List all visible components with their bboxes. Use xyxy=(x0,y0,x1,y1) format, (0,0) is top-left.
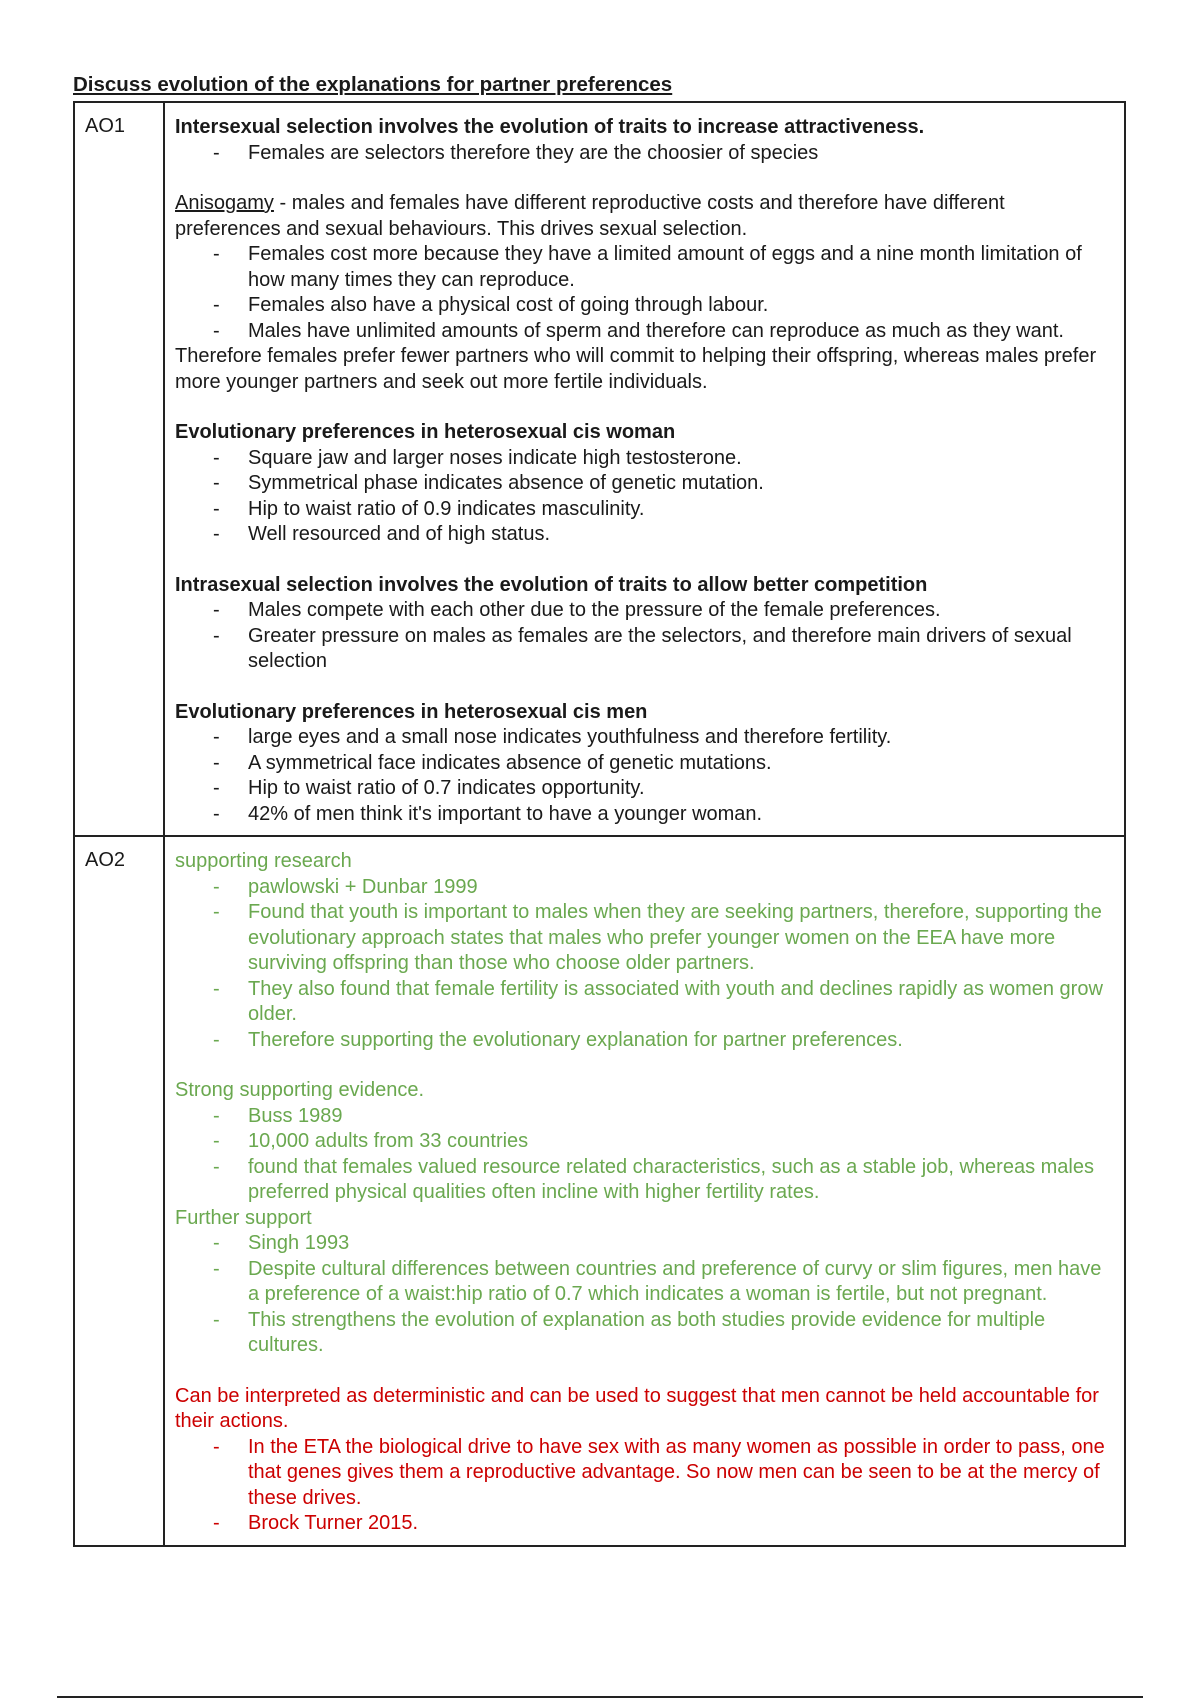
supporting-section xyxy=(175,849,1114,1359)
list-item: - Brock Turner 2015. xyxy=(248,1511,1114,1537)
men-list xyxy=(175,725,1114,827)
list-item: - Females cost more because they have a limited amount of eggs and a nine month limitation of how many times they can reproduce. xyxy=(248,242,1114,293)
list-item: - Symmetrical phase indicates absence of genetic mutation. xyxy=(248,471,1114,497)
essay-table xyxy=(73,101,1126,1547)
anisogamy-conclusion: Therefore females prefer fewer partners who will commit to helping their offspring, whereas males prefer more younger partners and seek out more fertile individuals. xyxy=(175,345,1097,393)
further-support-list xyxy=(175,1231,1114,1359)
list-item: - They also found that female fertility is associated with youth and declines rapidly as women grow older. xyxy=(248,977,1114,1028)
list-item: - Hip to waist ratio of 0.7 indicates opportunity. xyxy=(248,776,1114,802)
list-item: - Females also have a physical cost of going through labour. xyxy=(248,293,1114,319)
anisogamy-paragraph xyxy=(175,191,1114,242)
men-heading: Evolutionary preferences in heterosexual cis men xyxy=(175,700,648,723)
list-item: - Therefore supporting the evolutionary explanation for partner preferences. xyxy=(248,1028,1114,1054)
list-item: - Well resourced and of high status. xyxy=(248,522,1114,548)
supporting-list xyxy=(175,875,1114,1054)
footer-divider xyxy=(57,1696,1143,1698)
list-item: - large eyes and a small nose indicates youthfulness and therefore fertility. xyxy=(248,725,1114,751)
intrasexual-heading: Intrasexual selection involves the evolution of traits to allow better competition xyxy=(175,573,928,596)
ao1-content xyxy=(164,102,1125,836)
list-item: - 10,000 adults from 33 countries xyxy=(248,1129,1114,1155)
list-item: - found that females valued resource related characteristics, such as a stable job, whereas males preferred physical qualities often incline with higher fertility rates. xyxy=(248,1155,1114,1206)
list-item: - Greater pressure on males as females are the selectors, and therefore main drivers of sexual selection xyxy=(248,624,1114,675)
list-item: - Males compete with each other due to the pressure of the female preferences. xyxy=(248,598,1114,624)
list-item: - In the ETA the biological drive to have sex with as many women as possible in order to pass, one that genes gives them a reproductive advantage. So now men can be seen to be at the mercy of these drives. xyxy=(248,1435,1114,1512)
further-support-heading: Further support xyxy=(175,1206,312,1229)
list-item: - pawlowski + Dunbar 1999 xyxy=(248,875,1114,901)
list-item: - Singh 1993 xyxy=(248,1231,1114,1257)
list-item: - Males have unlimited amounts of sperm and therefore can reproduce as much as they want. xyxy=(248,319,1114,345)
women-list xyxy=(175,446,1114,548)
list-item: - Square jaw and larger noses indicate high testosterone. xyxy=(248,446,1114,472)
list-item: - Found that youth is important to males when they are seeking partners, therefore, supporting the evolutionary approach states that males who prefer younger women on the EEA have more surviving offspring than those who choose older partners. xyxy=(248,900,1114,977)
ao2-label: AO2 xyxy=(74,836,164,1546)
list-item: - Hip to waist ratio of 0.9 indicates masculinity. xyxy=(248,497,1114,523)
list-item: - This strengthens the evolution of explanation as both studies provide evidence for multiple cultures. xyxy=(248,1308,1114,1359)
deterministic-section xyxy=(175,1384,1114,1537)
intrasexual-list xyxy=(175,598,1114,675)
strong-evidence-heading: Strong supporting evidence. xyxy=(175,1079,425,1101)
ao1-label: AO1 xyxy=(74,102,164,836)
list-item: - Females are selectors therefore they are the choosier of species xyxy=(248,141,1114,167)
ao1-row xyxy=(74,102,1125,836)
supporting-heading: supporting research xyxy=(175,850,352,872)
strong-evidence-list xyxy=(175,1104,1114,1206)
anisogamy-list xyxy=(175,242,1114,344)
ao2-row xyxy=(74,836,1125,1546)
intersexual-heading: Intersexual selection involves the evolution of traits to increase attractiveness. xyxy=(175,116,925,138)
ao2-content xyxy=(164,836,1125,1546)
list-item: - Despite cultural differences between countries and preference of curvy or slim figures, men have a preference of a waist:hip ratio of 0.7 which indicates a woman is fertile, but not pregnant. xyxy=(248,1257,1114,1308)
page-title: Discuss evolution of the explanations for partner preferences xyxy=(73,73,673,96)
list-item: - Buss 1989 xyxy=(248,1104,1114,1130)
intersexual-list xyxy=(175,141,1114,167)
deterministic-list xyxy=(175,1435,1114,1537)
anisogamy-text: - males and females have different reproductive costs and therefore have different preferences and sexual behaviours. This drives sexual selection. xyxy=(175,192,1005,240)
women-heading: Evolutionary preferences in heterosexual cis woman xyxy=(175,421,676,443)
deterministic-heading: Can be interpreted as deterministic and can be used to suggest that men cannot be held accountable for their actions. xyxy=(175,1384,1099,1432)
anisogamy-term: Anisogamy xyxy=(175,192,274,214)
list-item: - 42% of men think it's important to have a younger woman. xyxy=(248,802,1114,828)
list-item: - A symmetrical face indicates absence of genetic mutations. xyxy=(248,751,1114,777)
